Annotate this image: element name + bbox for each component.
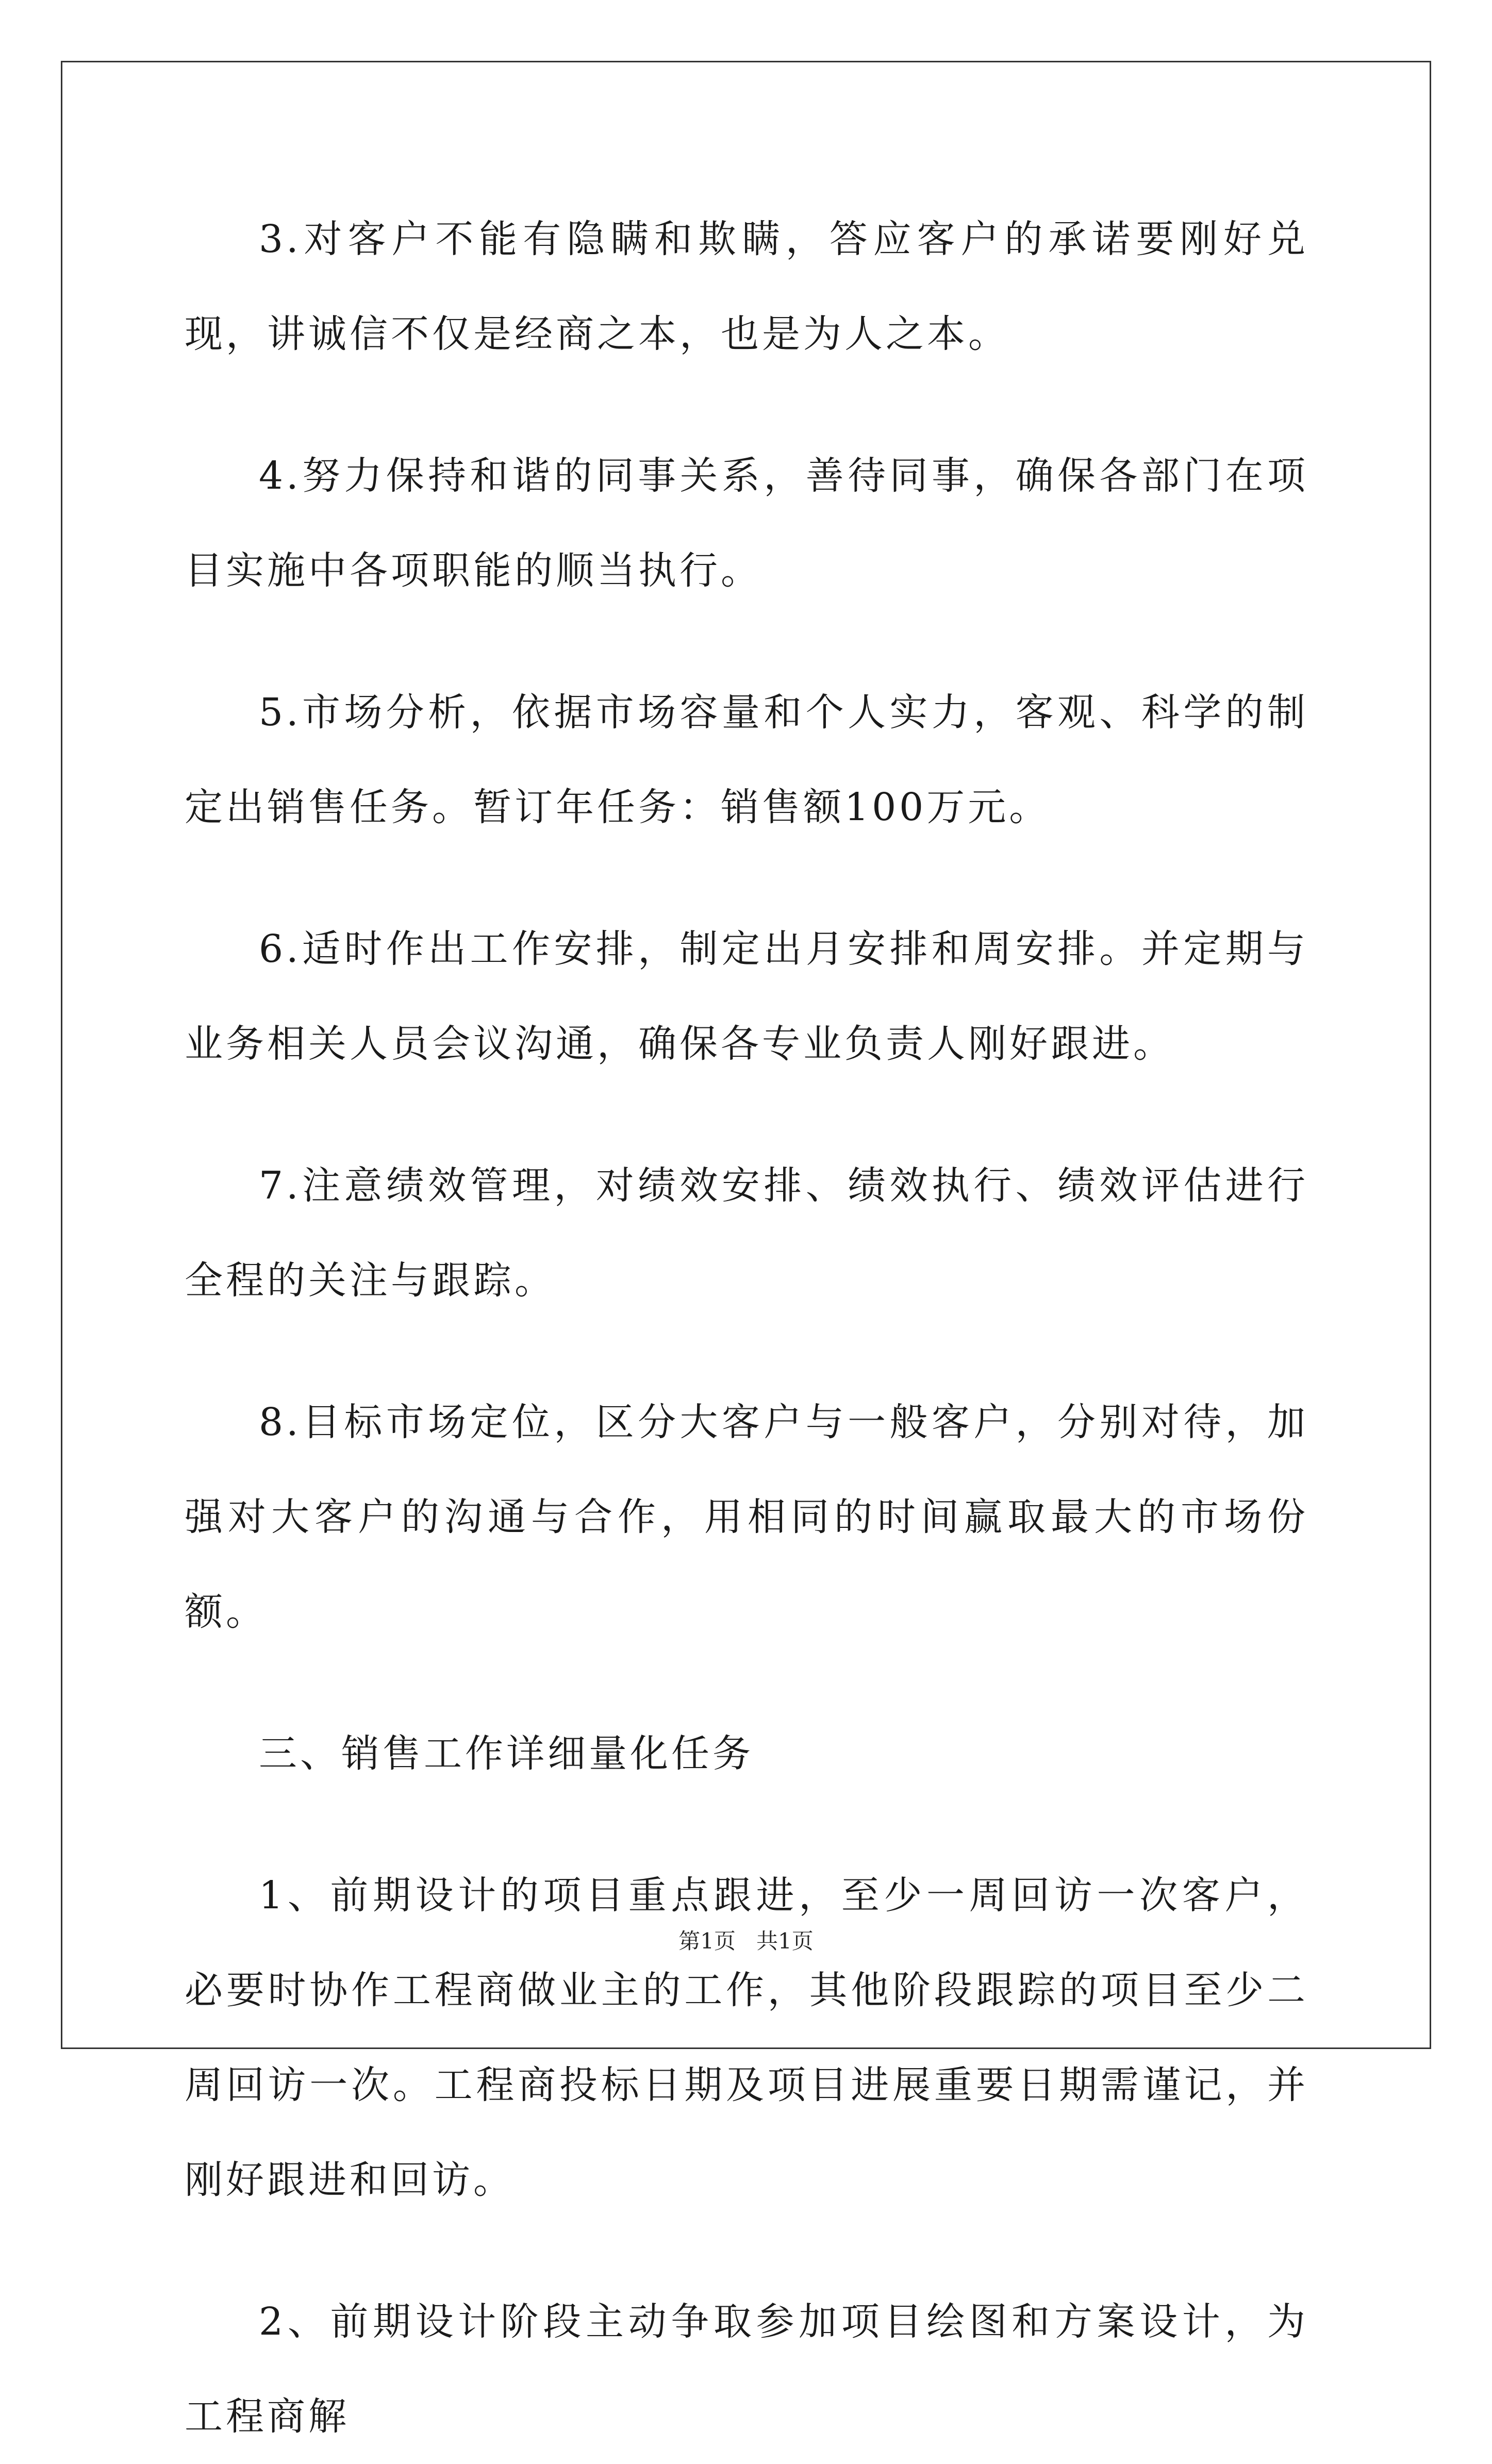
section-heading: 三、销售工作详细量化任务	[259, 1732, 754, 1776]
document-body	[185, 192, 1308, 2464]
paragraph-2: 4.努力保持和谐的同事关系，善待同事，确保各部门在项目实施中各项职能的顺当执行。	[185, 454, 1308, 593]
paragraph-7: 1、前期设计的项目重点跟进，至少一周回访一次客户，必要时协作工程商做业主的工作，其他阶段跟踪的项目至少二周回访一次。工程商投标日期及项目进展重要日期需谨记，并刚好跟进和回访。	[185, 1873, 1308, 2202]
paragraph-5: 7.注意绩效管理，对绩效安排、绩效执行、绩效评估进行全程的关注与跟踪。	[185, 1163, 1308, 1303]
paragraph-1: 3.对客户不能有隐瞒和欺瞒，答应客户的承诺要刚好兑现，讲诚信不仅是经商之本，也是为人之本。	[185, 217, 1308, 356]
paragraph-6: 8.目标市场定位，区分大客户与一般客户，分别对待，加强对大客户的沟通与合作，用相同的时间赢取最大的市场份额。	[185, 1400, 1308, 1634]
page-number-total: 共1页	[756, 1928, 814, 1954]
paragraph-8: 2、前期设计阶段主动争取参加项目绘图和方案设计，为工程商解	[185, 2300, 1308, 2439]
paragraph-3: 5.市场分析，依据市场容量和个人实力，客观、科学的制定出销售任务。暂订年任务：销售额100万元。	[185, 690, 1308, 829]
page-footer	[0, 1926, 1492, 1957]
page-number-current: 第1页	[678, 1928, 736, 1954]
paragraph-4: 6.适时作出工作安排，制定出月安排和周安排。并定期与业务相关人员会议沟通，确保各专业负责人刚好跟进。	[185, 927, 1308, 1066]
